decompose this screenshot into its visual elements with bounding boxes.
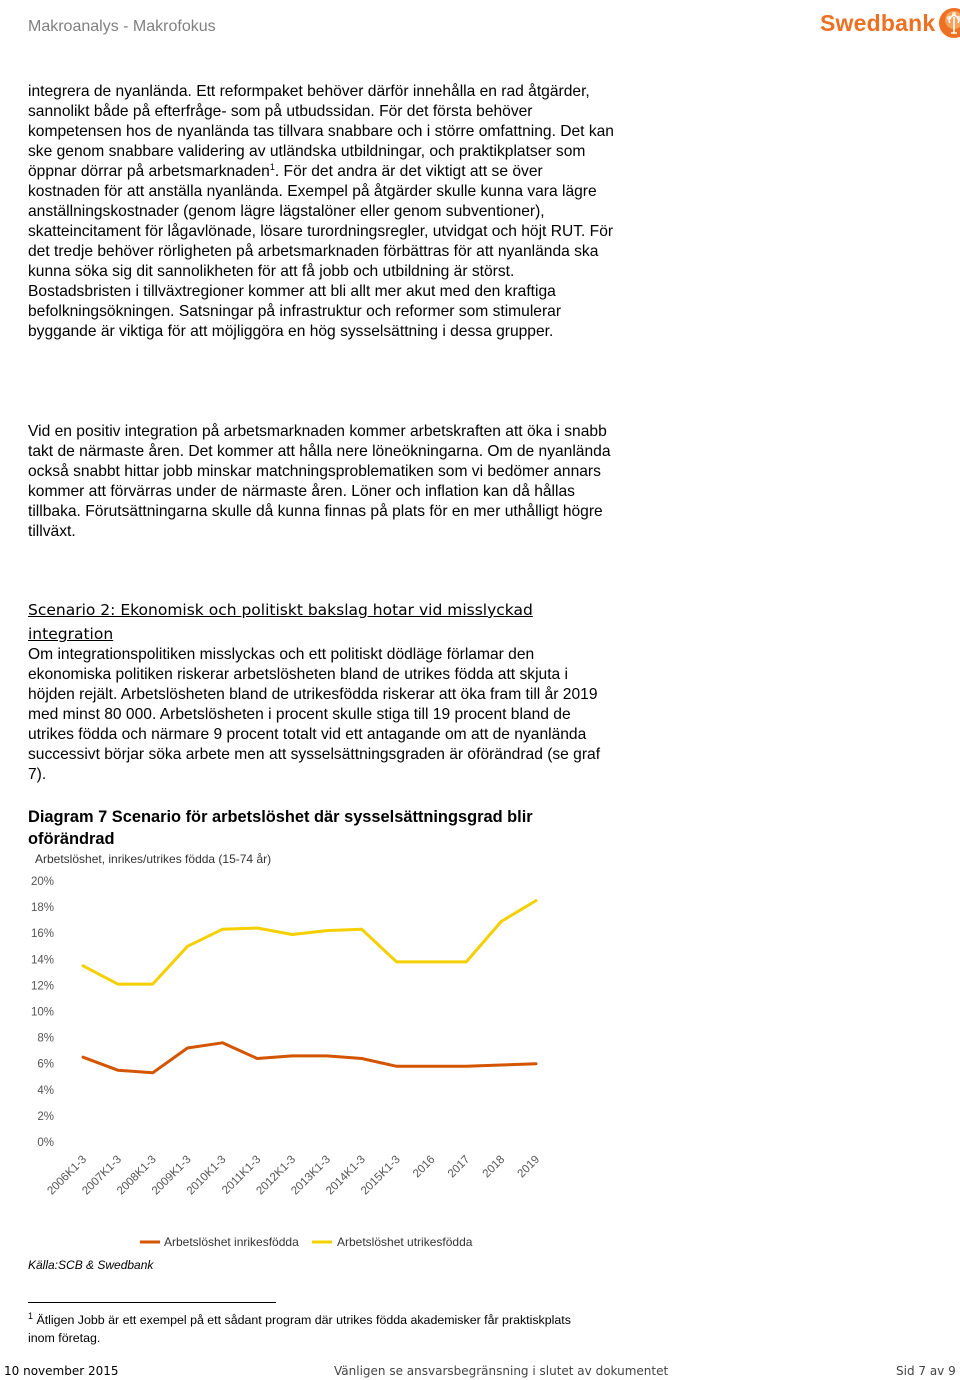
y-tick-label: 18%: [30, 902, 54, 915]
x-tick-label: 2006K1-3: [45, 1153, 90, 1198]
series-line: [83, 901, 536, 985]
footnote: [28, 1311, 588, 1347]
oak-tree-icon: [938, 7, 960, 39]
chart-source: Källa:SCB & Swedbank: [28, 1258, 154, 1272]
chart-title: Arbetslöshet, inrikes/utrikes födda (15-74 år): [35, 852, 272, 866]
y-tick-label: 20%: [30, 876, 54, 888]
x-tick-label: 2007K1-3: [80, 1153, 124, 1198]
x-tick-label: 2019: [515, 1153, 543, 1181]
x-tick-label: 2018: [480, 1153, 508, 1181]
scenario-heading: Scenario 2: Ekonomisk och politiskt bakslag hotar vid misslyckad integration: [28, 601, 533, 643]
footnote-reference[interactable]: 1: [269, 161, 275, 172]
x-tick-label: 2009K1-3: [149, 1153, 194, 1198]
y-tick-label: 14%: [30, 954, 54, 967]
logo-wordmark: Swedbank: [820, 9, 936, 36]
y-tick-label: 6%: [37, 1058, 54, 1071]
legend-label: Arbetslöshet inrikesfödda: [164, 1235, 299, 1249]
paragraph-reform-package: [28, 82, 618, 342]
x-tick-label: 2012K1-3: [254, 1153, 299, 1198]
y-tick-label: 4%: [37, 1084, 54, 1097]
y-tick-label: 12%: [30, 980, 54, 993]
footnote-divider: [28, 1302, 276, 1303]
series-line: [83, 1043, 536, 1073]
diagram-title: Diagram 7 Scenario för arbetslöshet där sysselsättningsgrad blir oförändrad: [28, 808, 533, 848]
paragraph-positive-integration: Vid en positiv integration på arbetsmarknaden kommer arbetskraften att öka i snabb takt de närmaste åren. Det kommer att hålla nere löneökningarna. Om de nyanlända också snabbt hittar jobb minskar matchningsproblematiken som vi bedömer annars kommer att förvärras under de närmaste åren. Löner och inflation kan då hållas tillbaka. Förutsättningarna skulle då kunna finnas på plats för en mer uthålligt högre tillväxt.: [28, 423, 611, 540]
swedbank-logo: [820, 6, 960, 40]
x-tick-label: 2014K1-3: [324, 1153, 368, 1198]
x-tick-label: 2008K1-3: [115, 1153, 159, 1198]
paragraph-scenario-2: Om integrationspolitiken misslyckas och ett politiskt dödläge förlamar den ekonomiska politiken riskerar arbetslösheten bland de utrikes födda att skjuta i höjden rejält. Arbetslösheten bland de utrikesfödda riskerar att öka fram till år 2019 med minst 80 000. Arbetslösheten i procent skulle stiga till 19 procent bland de utrikes födda och närmare 9 procent totalt vid ett antagande om att de nyanlända successivt börjar söka arbete men att sysselsättningsgraden är oförändrad (se graf 7).: [28, 646, 601, 783]
x-tick-label: 2016: [411, 1153, 438, 1181]
legend-label: Arbetslöshet utrikesfödda: [337, 1235, 473, 1249]
y-tick-label: 10%: [30, 1006, 54, 1019]
paragraph-text: integrera de nyanlända. Ett reformpaket behöver därför innehålla en rad åtgärder, sannolikt både på efterfråge- som på utbudssidan. För det första behöver kompetensen hos de nyanlända tas tillvara snabbare och i större omfattning. Det kan ske genom snabbare validering av utländska utbildningar, och praktikplatser som öppnar dörrar på arbetsmarknaden: [28, 83, 614, 180]
x-tick-label: 2017: [445, 1153, 473, 1181]
x-tick-label: 2011K1-3: [220, 1153, 264, 1197]
y-tick-label: 8%: [37, 1032, 54, 1045]
footer-page-number: Sid 7 av 9: [896, 1364, 956, 1378]
footer-disclaimer[interactable]: Vänligen se ansvarsbegränsning i slutet av dokumentet: [334, 1364, 669, 1378]
x-tick-label: 2010K1-3: [184, 1153, 229, 1198]
y-tick-label: 16%: [30, 928, 54, 941]
y-tick-label: 2%: [37, 1110, 54, 1123]
footer-date: 10 november 2015: [4, 1364, 119, 1378]
footnote-number: 1: [28, 1310, 34, 1321]
footnote-text: Ätligen Jobb är ett exempel på ett sådant program där utrikes födda akademisker får praktiskplats inom företag.: [28, 1313, 571, 1345]
x-tick-label: 2013K1-3: [289, 1153, 334, 1198]
report-series-title: Makroanalys - Makrofokus: [28, 18, 216, 35]
x-tick-label: 2015K1-3: [358, 1153, 403, 1198]
y-tick-label: 0%: [37, 1137, 54, 1149]
paragraph-text: . För det andra är det viktigt att se över kostnaden för att anställa nyanlända. Exempel på åtgärder skulle kunna vara lägre anställningskostnader (genom lägre lägstalöner eller genom subventioner), skatteincitament för lågavlönade, lösare turordningsregler, utvidgat och höjt RUT. För det tredje behöver rörligheten på arbetsmarknaden förbättras för att nyanlända ska kunna söka sig dit sannolikheten för att få jobb och utbildning är störst. Bostadsbristen i tillväxtregioner kommer att bli allt mer akut med den kraftiga befolkningsökningen. Satsningar på infrastruktur och reformer som stimulerar byggande är viktiga för att möjliggöra en hög sysselsättning i dessa grupper.: [28, 163, 614, 340]
